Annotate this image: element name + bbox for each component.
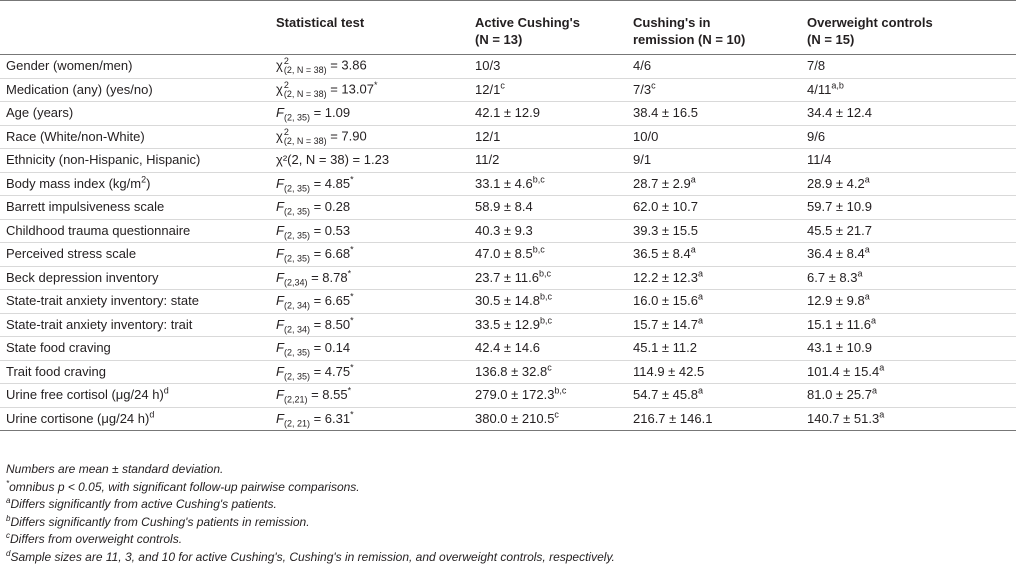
active-cushings-value-text: 12/1: [475, 128, 501, 144]
active-cushings-value-text: 40.3 ± 9.3: [475, 222, 533, 238]
row-label: [0, 243, 270, 267]
row-statistic: [270, 360, 469, 384]
footnote-text: Numbers are mean ± standard deviation.: [6, 462, 224, 476]
row-label-superscript: d: [163, 385, 169, 396]
remission-value-superscript: a: [697, 385, 703, 396]
overweight-controls-value: [801, 55, 1016, 79]
f-symbol: F: [276, 316, 284, 332]
footnote-marker: a: [6, 496, 11, 505]
f-symbol: F: [276, 410, 284, 426]
remission-value: [627, 196, 801, 220]
overweight-controls-value: [801, 337, 1016, 361]
table-row: [0, 290, 1016, 314]
footnote: [6, 531, 615, 549]
header-cushings-remission: Cushing's in remission (N = 10): [627, 1, 801, 55]
overweight-controls-value: [801, 384, 1016, 408]
active-cushings-value-superscript: b,c: [532, 174, 545, 185]
f-subscript: (2,34): [283, 277, 308, 288]
remission-value: [627, 78, 801, 102]
row-statistic: [270, 384, 469, 408]
f-subscript: (2, 35): [283, 230, 310, 241]
chi-symbol: χ: [276, 81, 283, 97]
active-cushings-value: [469, 266, 627, 290]
active-cushings-value-text: 33.1 ± 4.6: [475, 175, 533, 191]
overweight-controls-value: [801, 149, 1016, 173]
chi-subscript: (2, N = 38): [283, 65, 327, 76]
footnote: [6, 496, 615, 514]
overweight-controls-value-superscript: a: [857, 268, 863, 279]
f-symbol: F: [276, 363, 284, 379]
stat-value: = 0.53: [309, 222, 351, 238]
overweight-controls-value: [801, 243, 1016, 267]
stat-value: = 1.09: [309, 105, 351, 121]
active-cushings-value: [469, 149, 627, 173]
f-subscript: (2, 35): [283, 347, 310, 358]
chi-superscript: 2: [283, 56, 289, 67]
active-cushings-value-text: 42.4 ± 14.6: [475, 340, 540, 356]
f-symbol: F: [276, 340, 284, 356]
remission-value-text: 16.0 ± 15.6: [633, 293, 698, 309]
row-label: [0, 337, 270, 361]
overweight-controls-value-text: 34.4 ± 12.4: [807, 105, 872, 121]
row-label: [0, 149, 270, 173]
significance-star: *: [350, 174, 354, 185]
stat-value: = 6.68: [309, 246, 351, 262]
active-cushings-value-text: 58.9 ± 8.4: [475, 199, 533, 215]
row-label-text: Beck depression inventory: [6, 269, 159, 285]
remission-value-text: 54.7 ± 45.8: [633, 387, 698, 403]
row-statistic: [270, 313, 469, 337]
remission-value-text: 36.5 ± 8.4: [633, 246, 691, 262]
footnote-text: Sample sizes are 11, 3, and 10 for active Cushing's, Cushing's in remission, and overweight controls, respectively.: [10, 549, 615, 564]
overweight-controls-value: [801, 125, 1016, 149]
table-row: [0, 78, 1016, 102]
table-row: [0, 196, 1016, 220]
f-subscript: (2, 35): [283, 112, 310, 123]
overweight-controls-value-text: 43.1 ± 10.9: [807, 340, 872, 356]
row-label: [0, 125, 270, 149]
remission-value: [627, 337, 801, 361]
active-cushings-value-text: 279.0 ± 172.3: [475, 387, 555, 403]
header-overweight-controls: Overweight controls (N = 15): [801, 1, 1016, 55]
f-subscript: (2, 35): [283, 371, 310, 382]
remission-value-text: 45.1 ± 11.2: [633, 340, 697, 356]
row-label: [0, 172, 270, 196]
remission-value-text: 114.9 ± 42.5: [633, 363, 705, 379]
overweight-controls-value-text: 28.9 ± 4.2: [807, 175, 865, 191]
remission-value: [627, 172, 801, 196]
significance-star: *: [350, 315, 354, 326]
table-footnotes: [6, 461, 615, 566]
row-label-text: Age (years): [6, 105, 74, 121]
active-cushings-value: [469, 243, 627, 267]
chi-scripts: [284, 128, 327, 146]
table-row: [0, 337, 1016, 361]
row-label-text: Ethnicity (non-Hispanic, Hispanic): [6, 152, 201, 168]
active-cushings-value-superscript: b,c: [539, 268, 552, 279]
remission-value: [627, 149, 801, 173]
footnote-text: Differs significantly from Cushing's patients in remission.: [10, 514, 310, 529]
row-label-text: Urine cortisone (μg/24 h): [6, 410, 150, 426]
overweight-controls-value: [801, 78, 1016, 102]
header-blank: [0, 1, 270, 55]
remission-value-text: 39.3 ± 15.5: [633, 222, 698, 238]
overweight-controls-value-superscript: a: [864, 244, 870, 255]
f-symbol: F: [276, 387, 284, 403]
significance-star: *: [350, 362, 354, 373]
table-row: [0, 219, 1016, 243]
remission-value: [627, 243, 801, 267]
remission-value-text: 38.4 ± 16.5: [633, 105, 698, 121]
overweight-controls-value-superscript: a: [864, 174, 870, 185]
footnote-text: Differs significantly from active Cushing's patients.: [10, 497, 277, 511]
stat-value: = 8.78: [307, 269, 348, 285]
row-label-superscript: 2: [141, 174, 147, 185]
table-body: [0, 55, 1016, 431]
stat-value: = 6.65: [309, 293, 351, 309]
overweight-controls-value-text: 12.9 ± 9.8: [807, 293, 865, 309]
row-label: [0, 360, 270, 384]
active-cushings-value: [469, 384, 627, 408]
active-cushings-value-superscript: b,c: [539, 291, 552, 302]
f-subscript: (2, 35): [283, 183, 310, 194]
table-row: [0, 172, 1016, 196]
active-cushings-value-superscript: b,c: [532, 244, 545, 255]
f-subscript: (2,21): [283, 394, 308, 405]
active-cushings-value-text: 47.0 ± 8.5: [475, 246, 533, 262]
active-cushings-value-text: 380.0 ± 210.5: [475, 410, 555, 426]
chi-subscript: (2, N = 38): [283, 88, 327, 99]
overweight-controls-value-superscript: a: [871, 385, 877, 396]
row-statistic: [270, 290, 469, 314]
active-cushings-value-superscript: c: [554, 409, 559, 420]
remission-value-superscript: a: [697, 291, 703, 302]
footnote: [6, 461, 615, 479]
active-cushings-value: [469, 78, 627, 102]
overweight-controls-value-text: 59.7 ± 10.9: [807, 199, 872, 215]
active-cushings-value-text: 136.8 ± 32.8: [475, 363, 548, 379]
remission-value: [627, 313, 801, 337]
table-row: [0, 55, 1016, 79]
row-statistic: [270, 219, 469, 243]
overweight-controls-value: [801, 172, 1016, 196]
row-label-superscript: d: [149, 409, 155, 420]
remission-value-text: 10/0: [633, 128, 659, 144]
row-label-text: Medication (any) (yes/no): [6, 81, 153, 97]
stat-text: χ²(2, N = 38) = 1.23: [276, 152, 390, 168]
stat-value: = 4.85: [309, 175, 351, 191]
row-label: [0, 196, 270, 220]
row-statistic: [270, 337, 469, 361]
row-statistic: [270, 125, 469, 149]
f-symbol: F: [276, 222, 284, 238]
overweight-controls-value-text: 15.1 ± 11.6: [807, 316, 871, 332]
active-cushings-value: [469, 407, 627, 431]
overweight-controls-value-text: 101.4 ± 15.4: [807, 363, 880, 379]
footnote-marker: d: [6, 548, 11, 558]
active-cushings-value-text: 11/2: [475, 152, 500, 168]
overweight-controls-value: [801, 266, 1016, 290]
row-statistic: [270, 196, 469, 220]
active-cushings-value-superscript: c: [547, 362, 552, 373]
active-cushings-value-text: 42.1 ± 12.9: [475, 105, 540, 121]
stat-value: = 4.75: [309, 363, 351, 379]
row-label-text: State food craving: [6, 340, 111, 356]
row-label-text: Perceived stress scale: [6, 246, 137, 262]
significance-star: *: [373, 79, 378, 90]
row-label: [0, 266, 270, 290]
footnote-marker: c: [6, 531, 10, 540]
remission-value-superscript: a: [697, 315, 703, 326]
remission-value: [627, 360, 801, 384]
significance-star: *: [350, 409, 354, 420]
active-cushings-value: [469, 313, 627, 337]
remission-value: [627, 125, 801, 149]
row-label-text: State-trait anxiety inventory: state: [6, 293, 199, 309]
f-symbol: F: [276, 199, 284, 215]
remission-value-superscript: a: [690, 244, 696, 255]
active-cushings-value: [469, 337, 627, 361]
significance-star: *: [350, 291, 354, 302]
footnote: [6, 514, 615, 532]
active-cushings-value-text: 12/1: [475, 81, 501, 97]
remission-value: [627, 407, 801, 431]
table-row: [0, 384, 1016, 408]
table-row: [0, 243, 1016, 267]
f-subscript: (2, 21): [283, 418, 310, 429]
remission-value-text: 12.2 ± 12.3: [633, 269, 698, 285]
active-cushings-value: [469, 125, 627, 149]
row-label-text: Trait food craving: [6, 363, 106, 379]
f-subscript: (2, 34): [283, 324, 310, 335]
active-cushings-value: [469, 290, 627, 314]
stat-value: = 8.50: [309, 316, 351, 332]
remission-value-text: 4/6: [633, 58, 652, 74]
stat-value: = 8.55: [307, 387, 348, 403]
row-label-text: Gender (women/men): [6, 58, 133, 74]
active-cushings-value-text: 33.5 ± 12.9: [475, 316, 540, 332]
table-row: [0, 360, 1016, 384]
table-row: [0, 313, 1016, 337]
chi-superscript: 2: [283, 79, 289, 90]
row-statistic: [270, 102, 469, 126]
footnote-text: omnibus p < 0.05, with significant follow-up pairwise comparisons.: [9, 479, 360, 494]
row-statistic: [270, 172, 469, 196]
active-cushings-value-text: 23.7 ± 11.6: [475, 269, 539, 285]
significance-star: *: [347, 268, 352, 279]
chi-subscript: (2, N = 38): [283, 135, 327, 146]
chi-symbol: χ: [276, 128, 283, 144]
overweight-controls-value-superscript: a: [864, 291, 870, 302]
row-label-text: Childhood trauma questionnaire: [6, 222, 191, 238]
remission-value-text: 28.7 ± 2.9: [633, 175, 691, 191]
f-subscript: (2, 34): [283, 300, 310, 311]
active-cushings-value: [469, 102, 627, 126]
overweight-controls-value: [801, 313, 1016, 337]
chi-scripts: [284, 81, 327, 99]
f-symbol: F: [276, 246, 284, 262]
chi-scripts: [284, 57, 327, 75]
significance-star: *: [350, 244, 354, 255]
overweight-controls-value: [801, 196, 1016, 220]
overweight-controls-value: [801, 360, 1016, 384]
row-statistic: [270, 149, 469, 173]
remission-value: [627, 219, 801, 243]
row-label-text: Race (White/non-White): [6, 128, 145, 144]
row-label: [0, 313, 270, 337]
f-subscript: (2, 35): [283, 206, 310, 217]
remission-value-text: 15.7 ± 14.7: [633, 316, 698, 332]
row-label: [0, 384, 270, 408]
remission-value: [627, 55, 801, 79]
active-cushings-value: [469, 172, 627, 196]
footnote: [6, 549, 615, 567]
overweight-controls-value-text: 6.7 ± 8.3: [807, 269, 858, 285]
stat-value: = 7.90: [326, 128, 367, 144]
remission-value-superscript: c: [651, 80, 656, 91]
row-statistic: [270, 78, 469, 102]
overweight-controls-value-text: 7/8: [807, 58, 826, 74]
footnote: [6, 479, 615, 497]
remission-value-superscript: a: [697, 268, 703, 279]
overweight-controls-value-text: 81.0 ± 25.7: [807, 387, 872, 403]
overweight-controls-value-superscript: a: [871, 315, 877, 326]
active-cushings-value-superscript: b,c: [554, 385, 567, 396]
header-active-cushings: Active Cushing's (N = 13): [469, 1, 627, 55]
row-label-text: Barrett impulsiveness scale: [6, 199, 165, 215]
row-statistic: [270, 243, 469, 267]
table-row: [0, 102, 1016, 126]
overweight-controls-value-text: 36.4 ± 8.4: [807, 246, 865, 262]
stat-value: = 0.28: [309, 199, 351, 215]
f-subscript: (2, 35): [283, 253, 310, 264]
active-cushings-value: [469, 360, 627, 384]
row-label: [0, 55, 270, 79]
active-cushings-value: [469, 196, 627, 220]
f-symbol: F: [276, 105, 284, 121]
row-statistic: [270, 55, 469, 79]
overweight-controls-value-text: 4/11: [807, 81, 832, 97]
row-label: [0, 102, 270, 126]
row-label: [0, 78, 270, 102]
remission-value-text: 62.0 ± 10.7: [633, 199, 698, 215]
row-statistic: [270, 407, 469, 431]
footnote-marker: b: [6, 513, 11, 523]
overweight-controls-value-superscript: a,b: [831, 80, 844, 91]
overweight-controls-value: [801, 407, 1016, 431]
footnote-text: Differs from overweight controls.: [10, 532, 183, 546]
stat-value: = 3.86: [326, 57, 367, 73]
overweight-controls-value-superscript: a: [879, 409, 885, 420]
active-cushings-value-text: 30.5 ± 14.8: [475, 293, 540, 309]
remission-value-text: 216.7 ± 146.1: [633, 410, 713, 426]
overweight-controls-value: [801, 290, 1016, 314]
row-statistic: [270, 266, 469, 290]
f-symbol: F: [276, 293, 284, 309]
remission-value: [627, 102, 801, 126]
overweight-controls-value-text: 45.5 ± 21.7: [807, 222, 872, 238]
remission-value: [627, 290, 801, 314]
row-label: [0, 407, 270, 431]
remission-value-superscript: a: [690, 174, 696, 185]
overweight-controls-value-text: 140.7 ± 51.3: [807, 410, 880, 426]
remission-value-text: 9/1: [633, 152, 652, 168]
table-row: [0, 149, 1016, 173]
row-label-text: Urine free cortisol (μg/24 h): [6, 387, 164, 403]
chi-superscript: 2: [283, 126, 289, 137]
row-label-text: Body mass index (kg/m: [6, 175, 142, 191]
remission-value-text: 7/3: [633, 81, 652, 97]
row-label-tail: ): [146, 175, 151, 191]
f-symbol: F: [276, 175, 284, 191]
table-row: [0, 125, 1016, 149]
active-cushings-value-superscript: b,c: [539, 315, 552, 326]
active-cushings-value-superscript: c: [500, 80, 505, 91]
remission-value: [627, 266, 801, 290]
overweight-controls-value: [801, 102, 1016, 126]
overweight-controls-value-superscript: a: [879, 362, 885, 373]
row-label-text: State-trait anxiety inventory: trait: [6, 316, 193, 332]
stat-value: = 0.14: [309, 340, 351, 356]
row-label: [0, 290, 270, 314]
overweight-controls-value-text: 11/4: [807, 152, 832, 168]
overweight-controls-value-text: 9/6: [807, 128, 826, 144]
footnote-marker: *: [6, 478, 10, 488]
remission-value: [627, 384, 801, 408]
chi-symbol: χ: [276, 57, 283, 73]
row-label: [0, 219, 270, 243]
stat-value: = 6.31: [309, 410, 351, 426]
active-cushings-value: [469, 55, 627, 79]
f-symbol: F: [276, 269, 284, 285]
header-row: [0, 1, 1016, 55]
table-row: [0, 266, 1016, 290]
header-statistical-test: Statistical test: [270, 1, 469, 55]
overweight-controls-value: [801, 219, 1016, 243]
table-row: [0, 407, 1016, 431]
significance-star: *: [347, 385, 352, 396]
active-cushings-value-text: 10/3: [475, 58, 501, 74]
stat-value: = 13.07: [326, 81, 374, 97]
active-cushings-value: [469, 219, 627, 243]
